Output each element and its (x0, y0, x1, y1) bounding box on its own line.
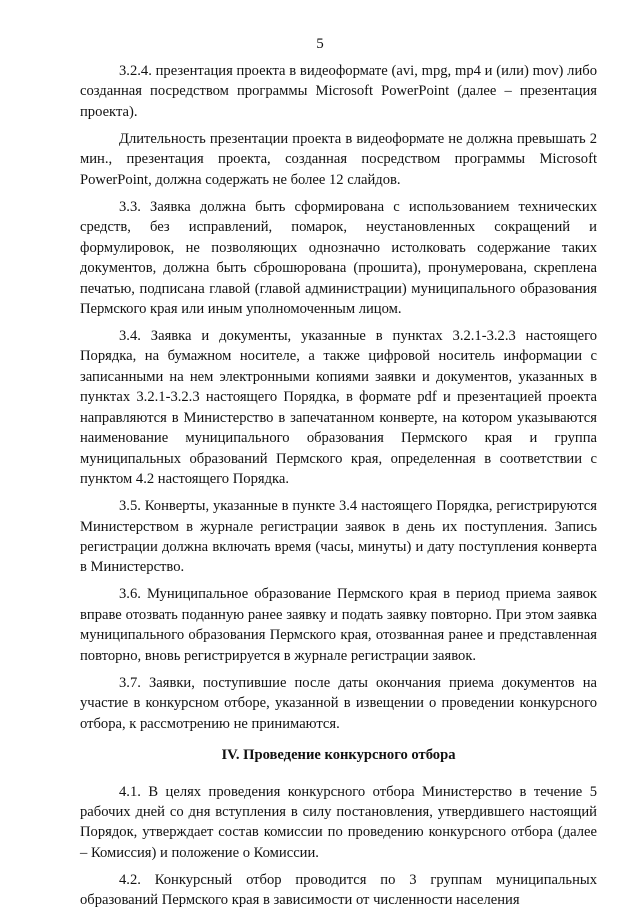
page-number: 5 (316, 36, 324, 52)
paragraph-3-2-4: 3.2.4. презентация проекта в видеоформате (avi, mpg, mp4 и (или) mov) либо созданная посредством программы Microsoft PowerPoint (далее – презентация проекта). (80, 63, 597, 120)
paragraph-4-1: 4.1. В целях проведения конкурсного отбора Министерство в течение 5 рабочих дней со дня вступления в силу постановления, утвердившего настоящий Порядок, утверждает состав комиссии по проведению конкурсного отбора (далее – Комиссия) и положение о Комиссии. (80, 783, 597, 861)
paragraph-presentation-duration: Длительность презентации проекта в видеоформате не должна превышать 2 мин., презентация проекта, созданная посредством программы Microsoft PowerPoint, должна содержать не более 12 слайдов. (80, 130, 597, 188)
paragraph-3-4: 3.4. Заявка и документы, указанные в пунктах 3.2.1-3.2.3 настоящего Порядка, на бумажном носителе, а также цифровой носитель информации с записанными на нем электронными копиями заявки и документов, указанных в пунктах 3.2.1-3.2.3 настоящего Порядка, в формате pdf и презентацией проекта направляются в Министерство в запечатанном конверте, на котором указываются наименование муниципального образования Пермского края и группа муниципальных образований Пермского края, определенная в соответствии с пунктом 4.2 настоящего Порядка. (80, 327, 597, 488)
paragraph-3-5: 3.5. Конверты, указанные в пункте 3.4 настоящего Порядка, регистрируются Министерством в журнале регистрации заявок в день их поступления. Запись регистрации должна включать время (часы, минуты) и дату поступления конверта в Министерство. (80, 498, 597, 576)
paragraph-3-3: 3.3. Заявка должна быть сформирована с использованием технических средств, без исправлений, помарок, неустановленных сокращений и формулировок, не позволяющих однозначно истолковать содержание таких документов, должна быть сброшюрована (прошита), пронумерована, скреплена печатью, подписана главой (главой администрации) муниципального образования Пермского края или иным уполномоченным лицом. (80, 198, 597, 317)
section-heading: IV. Проведение конкурсного отбора (221, 747, 456, 764)
paragraph-4-2: 4.2. Конкурсный отбор проводится по 3 группам муниципальных образований Пермского края в зависимости от численности населения (80, 871, 597, 909)
paragraph-3-6: 3.6. Муниципальное образование Пермского края в период приема заявок вправе отозвать поданную ранее заявку и подать заявку повторно. При этом заявка муниципального образования Пермского края, отозванная ранее и представленная повторно, вновь регистрируется в журнале регистрации заявок. (80, 586, 597, 664)
paragraph-3-7: 3.7. Заявки, поступившие после даты окончания приема документов на участие в конкурсном отборе, указанной в извещении о проведении конкурсного отбора, к рассмотрению не принимаются. (80, 674, 597, 732)
document-body (80, 61, 597, 917)
